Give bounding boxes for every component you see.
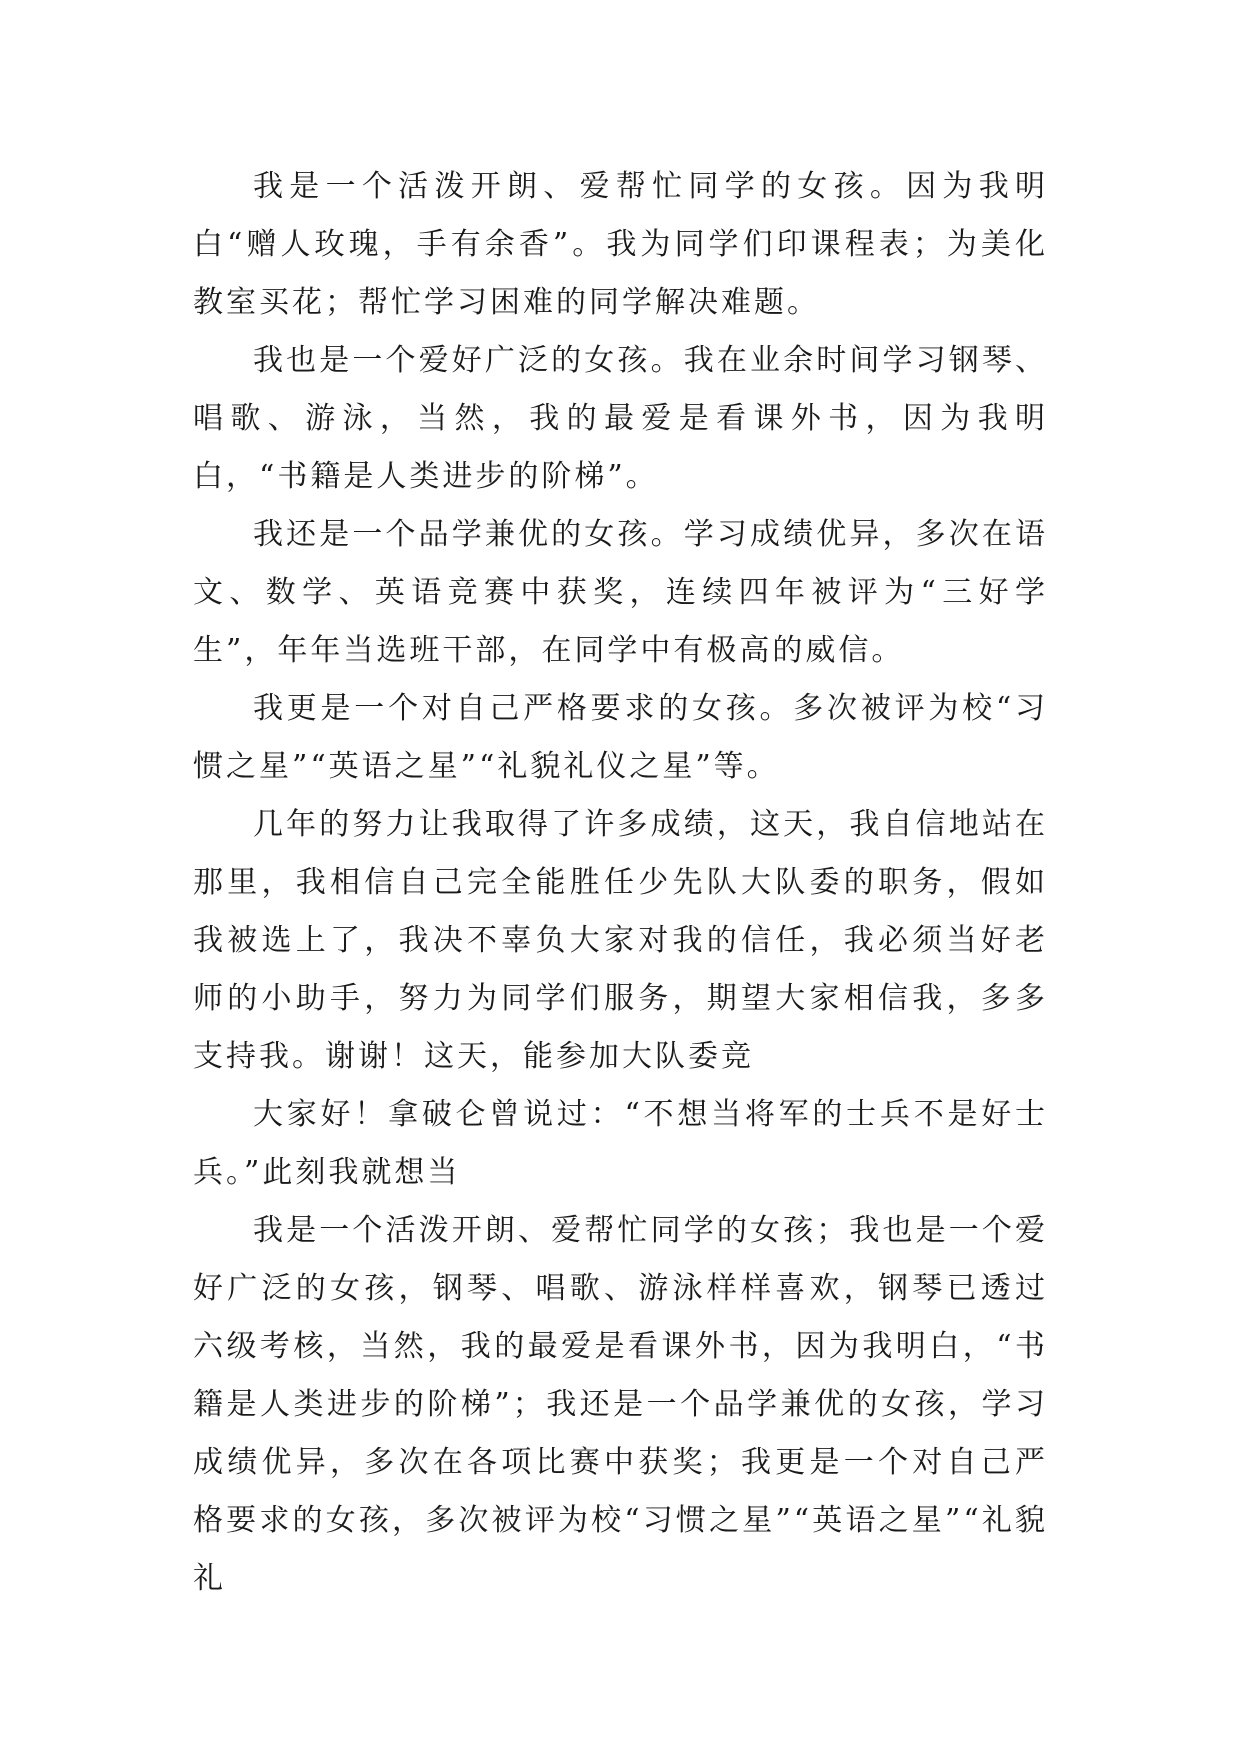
paragraph-6: 大家好！拿破仑曾说过：“不想当将军的士兵不是好士兵。”此刻我就想当 [193, 1097, 1048, 1190]
paragraph-1: 我是一个活泼开朗、爱帮忙同学的女孩。因为我明白“赠人玫瑰，手有余香”。我为同学们印课程表；为美化教室买花；帮忙学习困难的同学解决难题。 [193, 169, 1048, 320]
paragraph-3: 我还是一个品学兼优的女孩。学习成绩优异，多次在语文、数学、英语竞赛中获奖，连续四年被评为“三好学生”，年年当选班干部，在同学中有极高的威信。 [193, 517, 1048, 668]
paragraph-4: 我更是一个对自己严格要求的女孩。多次被评为校“习惯之星”“英语之星”“礼貌礼仪之星”等。 [193, 691, 1048, 784]
paragraph-2: 我也是一个爱好广泛的女孩。我在业余时间学习钢琴、唱歌、游泳，当然，我的最爱是看课外书，因为我明白，“书籍是人类进步的阶梯”。 [193, 343, 1048, 494]
paragraph-7: 我是一个活泼开朗、爱帮忙同学的女孩；我也是一个爱好广泛的女孩，钢琴、唱歌、游泳样样喜欢，钢琴已透过六级考核，当然，我的最爱是看课外书，因为我明白，“书籍是人类进步的阶梯”；我还是一个品学兼优的女孩，学习成绩优异，多次在各项比赛中获奖；我更是一个对自己严格要求的女孩，多次被评为校“习惯之星”“英语之星”“礼貌礼 [193, 1213, 1048, 1596]
document-body [193, 158, 1048, 1608]
paragraph-5: 几年的努力让我取得了许多成绩，这天，我自信地站在那里，我相信自己完全能胜任少先队大队委的职务，假如我被选上了，我决不辜负大家对我的信任，我必须当好老师的小助手，努力为同学们服务，期望大家相信我，多多支持我。谢谢！这天，能参加大队委竞 [193, 807, 1048, 1074]
